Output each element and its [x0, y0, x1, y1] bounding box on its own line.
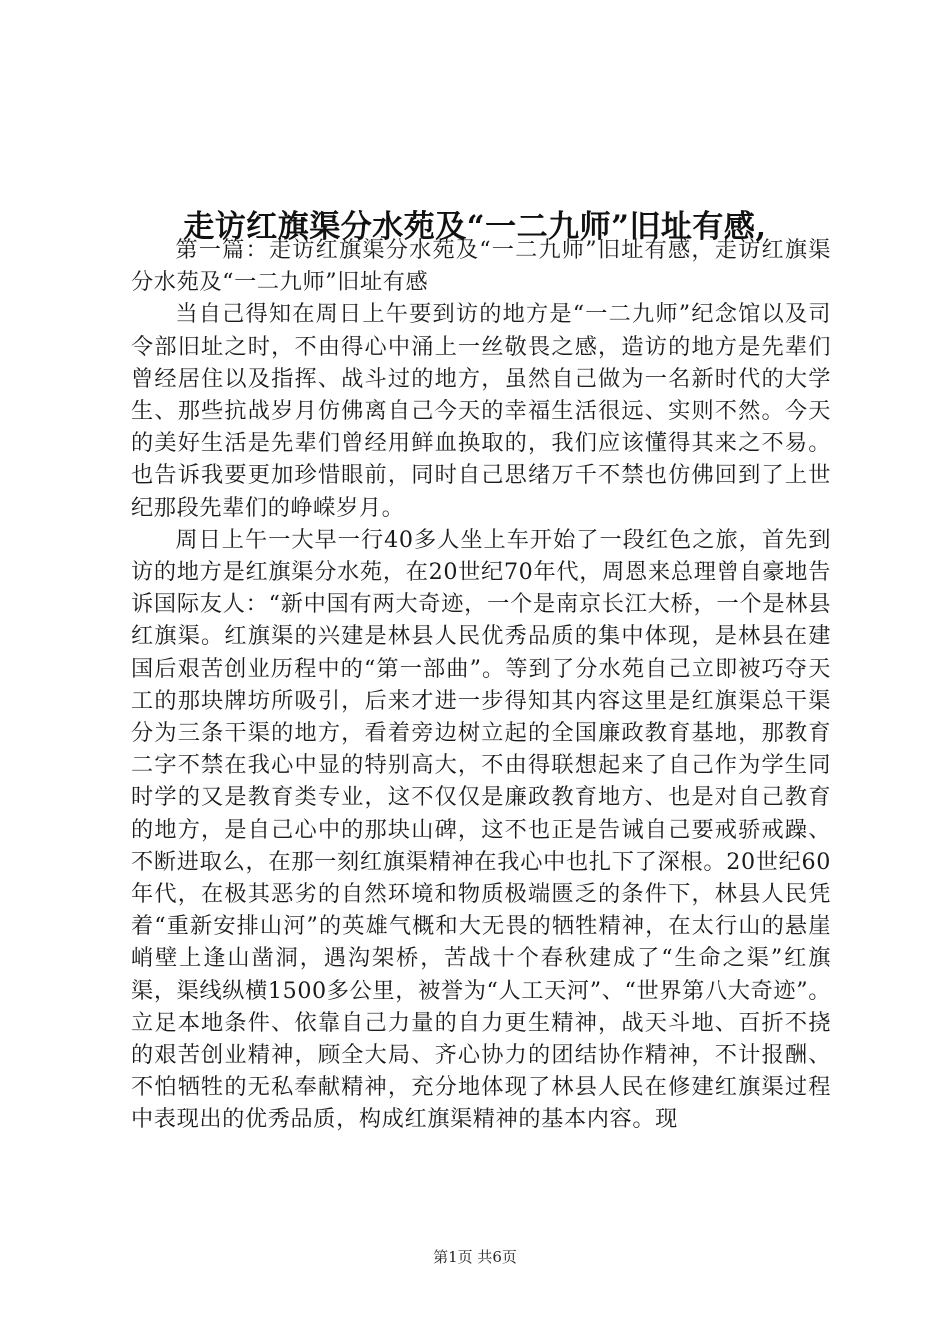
paragraph-3: 周日上午一大早一行40多人坐上车开始了一段红色之旅，首先到访的地方是红旗渠分水苑，在20世纪70年代，周恩来总理曾自豪地告诉国际友人：“新中国有两大奇迹，一个是南京长江大桥，一个是林县红旗渠。红旗渠的兴建是林县人民优秀品质的集中体现，是林县在建国后艰苦创业历程中的“第一部曲”。等到了分水苑自己立即被巧夺天工的那块牌坊所吸引，后来才进一步得知其内容这里是红旗渠总干渠分为三条干渠的地方，看着旁边树立起的全国廉政教育基地，那教育二字不禁在我心中显的特别高大，不由得联想起来了自己作为学生同时学的又是教育类专业，这不仅仅是廉政教育地方、也是对自己教育的地方，是自己心中的那块山碑，这不也正是告诫自己要戒骄戒躁、不断进取么，在那一刻红旗渠精神在我心中也扎下了深根。20世纪60年代，在极其恶劣的自然环境和物质极端匮乏的条件下，林县人民凭着“重新安排山河”的英雄气概和大无畏的牺牲精神，在太行山的悬崖峭壁上逢山凿洞，遇沟架桥，苦战十个春秋建成了“生命之渠”红旗渠，渠线纵横1500多公里，被誉为“人工天河”、“世界第八大奇迹”。立足本地条件、依靠自己力量的自力更生精神，战天斗地、百折不挠的艰苦创业精神，顾全大局、齐心协力的团结协作精神，不计报酬、不怕牺牲的无私奉献精神，充分地体现了林县人民在修建红旗渠过程中表现出的优秀品质，构成红旗渠精神的基本内容。现: [131, 526, 831, 1133]
page-number-footer: 第1页 共6页: [433, 1248, 517, 1266]
document-body: [131, 234, 831, 1136]
paragraph-1: 第一篇：走访红旗渠分水苑及“一二九师”旧址有感，走访红旗渠分水苑及“一二九师”旧址有感: [131, 237, 831, 296]
document-title: 走访红旗渠分水苑及“一二九师”旧址有感,: [183, 208, 767, 245]
paragraph-2: 当自己得知在周日上午要到访的地方是“一二九师”纪念馆以及司令部旧址之时，不由得心中涌上一丝敬畏之感，造访的地方是先辈们曾经居住以及指挥、战斗过的地方，虽然自己做为一名新时代的大学生、那些抗战岁月仿佛离自己今天的幸福生活很远、实则不然。今天的美好生活是先辈们曾经用鲜血换取的，我们应该懂得其来之不易。也告诉我要更加珍惜眼前，同时自己思绪万千不禁也仿佛回到了上世纪那段先辈们的峥嵘岁月。: [131, 301, 831, 521]
